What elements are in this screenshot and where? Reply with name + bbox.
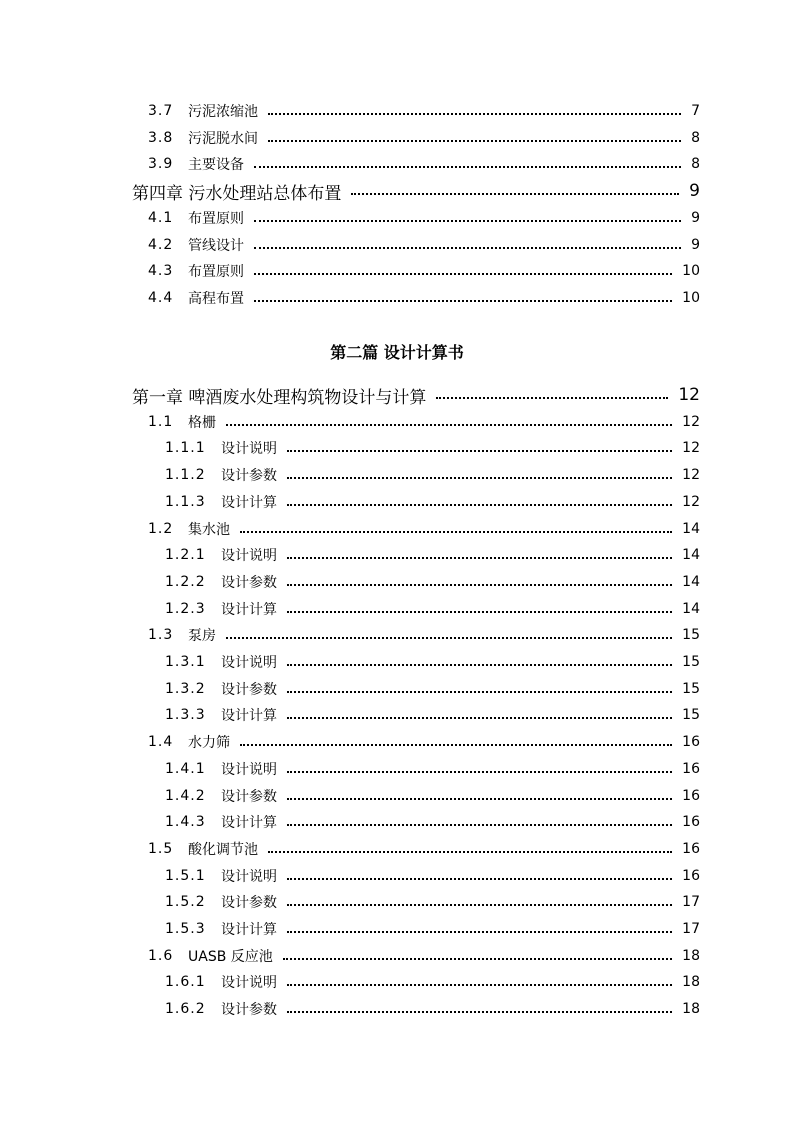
toc-entry-title: 第一章 啤酒废水处理构筑物设计与计算 — [132, 387, 427, 408]
toc-entry-page-number: 9 — [691, 236, 700, 253]
toc-entry-number: 1.2.2 — [165, 573, 206, 590]
dot-leader — [287, 878, 672, 880]
toc-entry[interactable] — [165, 703, 700, 727]
dot-leader — [287, 584, 672, 586]
toc-entry-page-number: 16 — [682, 760, 700, 777]
toc-entry-page-number: 9 — [689, 181, 700, 202]
toc-entry-page-number: 17 — [682, 894, 700, 911]
toc-entry-page-number: 15 — [682, 627, 700, 644]
toc-entry-number: 1.3.1 — [165, 654, 206, 670]
dot-leader — [254, 273, 672, 275]
toc-entry-number: 1.5.3 — [165, 921, 206, 937]
toc-entry[interactable] — [165, 490, 700, 514]
toc-entry-number: 4.1 — [148, 209, 174, 226]
toc-entry-number: 1.4.2 — [165, 787, 206, 804]
dot-leader — [226, 637, 672, 639]
dot-leader — [268, 851, 672, 853]
toc-entry-title: 设计计算 — [221, 708, 277, 725]
toc-entry-title: 设计说明 — [221, 975, 277, 992]
toc-entry-number: 1.1.3 — [165, 493, 206, 510]
toc-entry-page-number: 18 — [682, 947, 700, 964]
dot-leader — [287, 557, 672, 559]
toc-entry-page-number: 15 — [682, 707, 700, 724]
dot-leader — [283, 958, 672, 960]
toc-entry[interactable] — [132, 383, 700, 407]
toc-entry[interactable] — [148, 410, 700, 434]
toc-entry-page-number: 16 — [682, 840, 700, 857]
toc-entry-number: 1.5.2 — [165, 894, 206, 911]
toc-entry-title: 设计参数 — [221, 895, 277, 912]
toc-entry-number: 1.3.2 — [165, 680, 206, 697]
toc-entry-page-number: 16 — [682, 734, 700, 751]
toc-entry-number: 1.4 — [148, 734, 174, 751]
toc-entry-number: 1.5.1 — [165, 867, 206, 884]
toc-entry[interactable] — [165, 543, 700, 567]
toc-entry-title: 高程布置 — [188, 290, 244, 307]
dot-leader — [287, 450, 672, 452]
toc-entry-page-number: 12 — [682, 493, 700, 510]
toc-entry-title: 设计计算 — [221, 922, 277, 938]
toc-entry[interactable] — [148, 944, 700, 968]
toc-entry-title: 设计参数 — [221, 1002, 277, 1019]
toc-entry-page-number: 15 — [682, 680, 700, 697]
dot-leader — [287, 504, 672, 506]
toc-entry-number: 1.3.3 — [165, 707, 206, 724]
toc-entry-number: 1.6.1 — [165, 974, 206, 991]
toc-entry-title: 设计计算 — [221, 815, 277, 832]
toc-entry-title: 设计说明 — [221, 761, 277, 778]
toc-entry-title: 集水池 — [188, 521, 230, 538]
toc-entry-page-number: 14 — [682, 547, 700, 564]
toc-entry[interactable] — [148, 233, 700, 257]
toc-entry-number: 1.4.3 — [165, 814, 206, 831]
part-title: 第二篇 设计计算书 — [330, 343, 464, 362]
toc-entry-number: 3.7 — [148, 103, 174, 119]
toc-entry[interactable] — [148, 837, 700, 861]
toc-entry[interactable] — [165, 810, 700, 834]
dot-leader — [254, 166, 681, 168]
dot-leader — [254, 300, 672, 302]
toc-entry-number: 1.5 — [148, 840, 174, 857]
toc-entry[interactable] — [165, 757, 700, 781]
toc-entry-page-number: 12 — [682, 413, 700, 430]
toc-entry-title: 布置原则 — [188, 210, 244, 227]
toc-entry-page-number: 14 — [682, 573, 700, 590]
toc-entry[interactable] — [165, 570, 700, 594]
toc-entry-title: 设计参数 — [221, 468, 277, 485]
dot-leader — [240, 531, 672, 533]
toc-entry-title: 水力筛 — [188, 735, 230, 752]
toc-entry-title: 设计说明 — [221, 868, 277, 885]
toc-entry-title: 设计参数 — [221, 574, 277, 591]
dot-leader — [287, 611, 672, 613]
toc-entry-page-number: 9 — [691, 209, 700, 226]
toc-entry-number: 1.2.1 — [165, 547, 206, 564]
dot-leader — [287, 691, 672, 693]
toc-entry-title: 第四章 污水处理站总体布置 — [132, 183, 342, 204]
toc-entry[interactable] — [165, 864, 700, 888]
toc-entry-page-number: 15 — [682, 654, 700, 670]
toc-entry-title: 设计参数 — [221, 681, 277, 698]
toc-entry-page-number: 16 — [682, 787, 700, 804]
toc-entry-number: 1.2 — [148, 520, 174, 537]
toc-entry-title: 主要设备 — [188, 157, 244, 174]
toc-entry[interactable] — [165, 917, 700, 941]
toc-entry-title: 设计计算 — [221, 601, 277, 618]
toc-entry-page-number: 12 — [682, 440, 700, 457]
toc-entry-page-number: 17 — [682, 921, 700, 937]
toc-entry-title: 管线设计 — [188, 237, 244, 254]
toc-entry[interactable] — [148, 99, 700, 123]
toc-entry[interactable] — [148, 286, 700, 310]
toc-entry[interactable] — [148, 259, 700, 283]
toc-entry[interactable] — [165, 997, 700, 1021]
toc-entry-title: 布置原则 — [188, 264, 244, 281]
toc-entry-page-number: 10 — [682, 263, 700, 280]
toc-entry-title: 酸化调节池 — [188, 841, 258, 858]
dot-leader — [226, 424, 672, 426]
toc-entry-title: 泵房 — [188, 628, 216, 645]
dot-leader — [287, 477, 672, 479]
toc-entry-number: 1.1.2 — [165, 467, 206, 484]
toc-entry-number: 4.4 — [148, 289, 174, 306]
toc-entry-title: 设计说明 — [221, 655, 277, 671]
toc-entry-page-number: 8 — [691, 156, 700, 173]
toc-entry-page-number: 18 — [682, 1001, 700, 1018]
dot-leader — [287, 904, 672, 906]
toc-entry[interactable] — [165, 784, 700, 808]
toc-entry-title: 设计计算 — [221, 494, 277, 511]
dot-leader — [268, 140, 681, 142]
dot-leader — [287, 717, 672, 719]
toc-entry-title: 污泥脱水间 — [188, 130, 258, 147]
toc-entry[interactable] — [148, 623, 700, 647]
dot-leader — [268, 113, 681, 115]
toc-entry-number: 3.9 — [148, 156, 174, 173]
toc-entry-page-number: 14 — [682, 520, 700, 537]
dot-leader — [287, 798, 672, 800]
toc-entry-page-number: 16 — [682, 867, 700, 884]
toc-entry[interactable] — [148, 206, 700, 230]
dot-leader — [287, 664, 672, 666]
toc-entry-title: 格栅 — [188, 414, 216, 431]
toc-entry[interactable] — [165, 677, 700, 701]
toc-entry-number: 1.6.2 — [165, 1001, 206, 1018]
dot-leader — [254, 220, 681, 222]
toc-entry[interactable] — [148, 517, 700, 541]
toc-entry[interactable] — [165, 463, 700, 487]
dot-leader — [287, 1011, 672, 1013]
toc-entry-number: 1.1 — [148, 413, 174, 430]
dot-leader — [240, 744, 672, 746]
toc-entry[interactable] — [165, 436, 700, 460]
toc-entry-title: 污泥浓缩池 — [188, 104, 258, 120]
toc-entry[interactable] — [148, 126, 700, 150]
toc-entry-page-number: 16 — [682, 814, 700, 831]
dot-leader — [287, 931, 672, 933]
toc-entry-number: 1.3 — [148, 627, 174, 644]
toc-entry-title: UASB 反应池 — [188, 948, 273, 965]
dot-leader — [287, 824, 672, 826]
toc-entry-title: 设计参数 — [221, 788, 277, 805]
toc-entry[interactable] — [165, 597, 700, 621]
toc-entry-number: 3.8 — [148, 129, 174, 146]
dot-leader — [287, 984, 672, 986]
toc-entry-page-number: 8 — [691, 129, 700, 146]
toc-entry-page-number: 12 — [678, 385, 700, 405]
dot-leader — [351, 193, 679, 195]
dot-leader — [287, 771, 672, 773]
toc-entry-number: 1.6 — [148, 947, 174, 964]
toc-entry-title: 设计说明 — [221, 548, 277, 565]
toc-entry-number: 1.4.1 — [165, 760, 206, 777]
toc-entry-page-number: 12 — [682, 467, 700, 484]
toc-entry-page-number: 7 — [691, 103, 700, 119]
toc-entry-page-number: 18 — [682, 974, 700, 991]
toc-entry[interactable] — [165, 890, 700, 914]
toc-entry[interactable] — [148, 730, 700, 754]
toc-entry[interactable] — [132, 179, 700, 203]
dot-leader — [436, 397, 668, 399]
toc-entry-page-number: 10 — [682, 289, 700, 306]
toc-entry[interactable] — [165, 650, 700, 674]
toc-entry-number: 1.1.1 — [165, 440, 206, 457]
toc-entry-number: 4.2 — [148, 236, 174, 253]
toc-entry[interactable] — [148, 152, 700, 176]
dot-leader — [254, 247, 681, 249]
toc-entry[interactable] — [165, 970, 700, 994]
toc-entry-number: 4.3 — [148, 263, 174, 280]
toc-entry-title: 设计说明 — [221, 441, 277, 458]
toc-entry-page-number: 14 — [682, 600, 700, 617]
toc-entry-number: 1.2.3 — [165, 600, 206, 617]
